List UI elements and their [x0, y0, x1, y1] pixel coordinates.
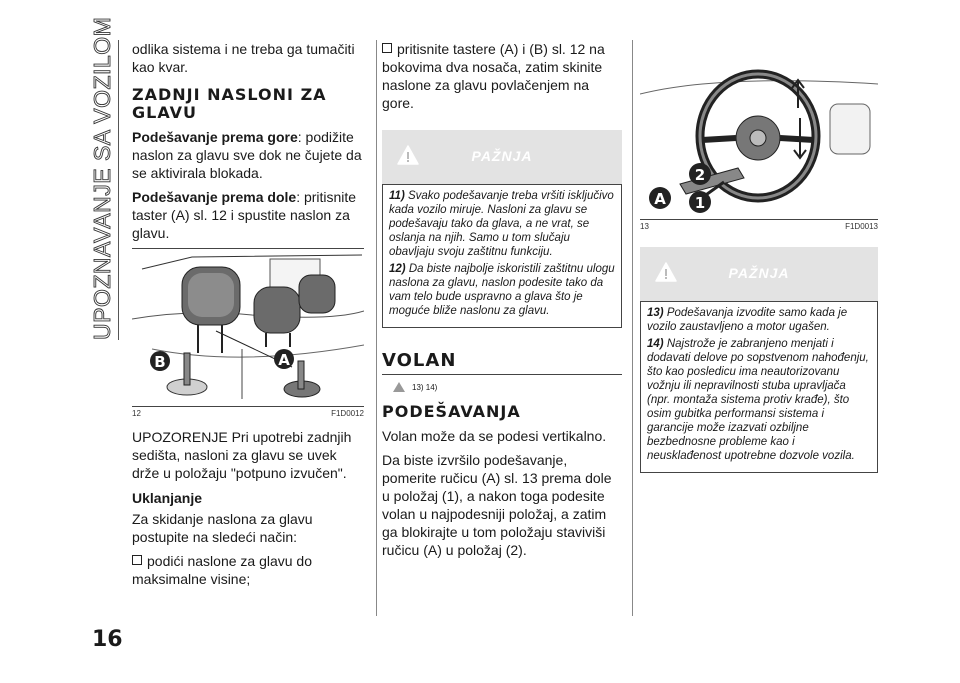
removal-paragraph: Za skidanje naslona za glavu postupite na sledeći način: [132, 511, 313, 545]
bullet-item: podići naslone za glavu do maksimalne visine; [132, 553, 313, 587]
column-3 [640, 40, 878, 473]
warning-paragraph: UPOZORENJE Pri upotrebi zadnjih sedišta, nasloni za glavu se uvek drže u položaju "potpuno izvučen". [132, 429, 352, 481]
warning-title: PAŽNJA [471, 148, 533, 164]
figure-number: 13 [640, 222, 649, 231]
svg-text:A: A [654, 190, 666, 208]
subheading-removal: Uklanjanje [132, 490, 203, 506]
warning-triangle-icon [392, 381, 406, 393]
column-1 [132, 40, 364, 594]
adjust-down-paragraph: Podešavanje prema dole: pritisnite taster (A) sl. 12 i spustite naslon za glavu. [132, 189, 357, 241]
warning-box [640, 301, 878, 473]
volan-paragraph-2: Da biste izvršilo podešavanje, pomerite ručicu (A) sl. 13 prema dole u položaj (1), a nakon toga podesite volan u najpodesniji položaj, a zatim ga blokirajte u tom položaju staviviši ručicu (A) u položaj (2). [382, 452, 612, 558]
warning-header [640, 247, 878, 301]
intro-text: odlika sistema i ne treba ga tumačiti kao kvar. [132, 41, 355, 75]
svg-text:1: 1 [694, 194, 706, 212]
warning-references: 13) 14) [392, 381, 622, 393]
headrest-illustration [132, 249, 364, 401]
warning-box [382, 184, 622, 328]
svg-text:UPOZNAVANJE SA VOZILOM: UPOZNAVANJE SA VOZILOM [89, 16, 115, 340]
bullet-box-icon [132, 555, 142, 565]
page-number: 16 [92, 627, 123, 652]
svg-text:B: B [154, 353, 166, 371]
svg-text:A: A [278, 351, 290, 369]
column-2 [382, 40, 622, 565]
side-divider [118, 40, 119, 340]
warning-item: 13) Podešavanja izvodite samo kada je vozilo zaustavljeno a motor ugašen. [647, 307, 848, 333]
warning-item: 12) Da biste najbolje iskoristili zaštitnu ulogu naslona za glavu, naslon podesite tako da vam telo bude uspravno a glava što je moguće bliže naslonu za glavu. [389, 263, 615, 317]
warning-header [382, 130, 622, 184]
adjust-up-paragraph: Podešavanje prema gore: podižite naslon za glavu sve dok ne čujete da se aktivirala blokada. [132, 129, 362, 181]
figure-13 [640, 64, 878, 231]
figure-number: 12 [132, 409, 141, 418]
bullet-box-icon [382, 43, 392, 53]
svg-text:2: 2 [694, 166, 706, 184]
section-heading-headrests: ZADNJI NASLONI ZA GLAVU [132, 85, 327, 122]
section-heading-adjust: PODEŠAVANJA [382, 402, 521, 421]
steering-illustration [640, 64, 878, 214]
warning-item: 14) Najstrože je zabranjeno menjati i dodavati delove po sopstvenom nahođenju, što kao posledicu ima neautorizovanu vožnju ili nepravilnosti stuba upravljača (npr. montaža sistema protiv krađe), što osim gubitka performansi sistema i garancije može izazvati ozbiljne bezbednosne probleme kao i neusklađenost upotrebne dozvole vozila. [647, 338, 869, 462]
figure-code: F1D0013 [845, 222, 878, 231]
warning-title: PAŽNJA [728, 265, 790, 281]
chapter-side-title [86, 16, 118, 340]
bullet-item: pritisnite tastere (A) i (B) sl. 12 na bokovima dva nosača, zatim skinite naslone za glavu povlačenjem na gore. [382, 41, 605, 111]
column-divider [632, 40, 633, 616]
volan-paragraph-1: Volan može da se podesi vertikalno. [382, 428, 607, 444]
figure-12 [132, 248, 364, 418]
figure-code: F1D0012 [331, 409, 364, 418]
warning-item: 11) Svako podešavanje treba vršiti isključivo kada vozilo miruje. Nasloni za glavu se podešavaju tako da glava, a ne vrat, se oslanja na njih. Samo u tom slučaju obavljaju svoju zaštitnu funkciju. [389, 190, 614, 258]
section-heading-volan: VOLAN [382, 352, 622, 375]
column-divider [376, 40, 377, 616]
